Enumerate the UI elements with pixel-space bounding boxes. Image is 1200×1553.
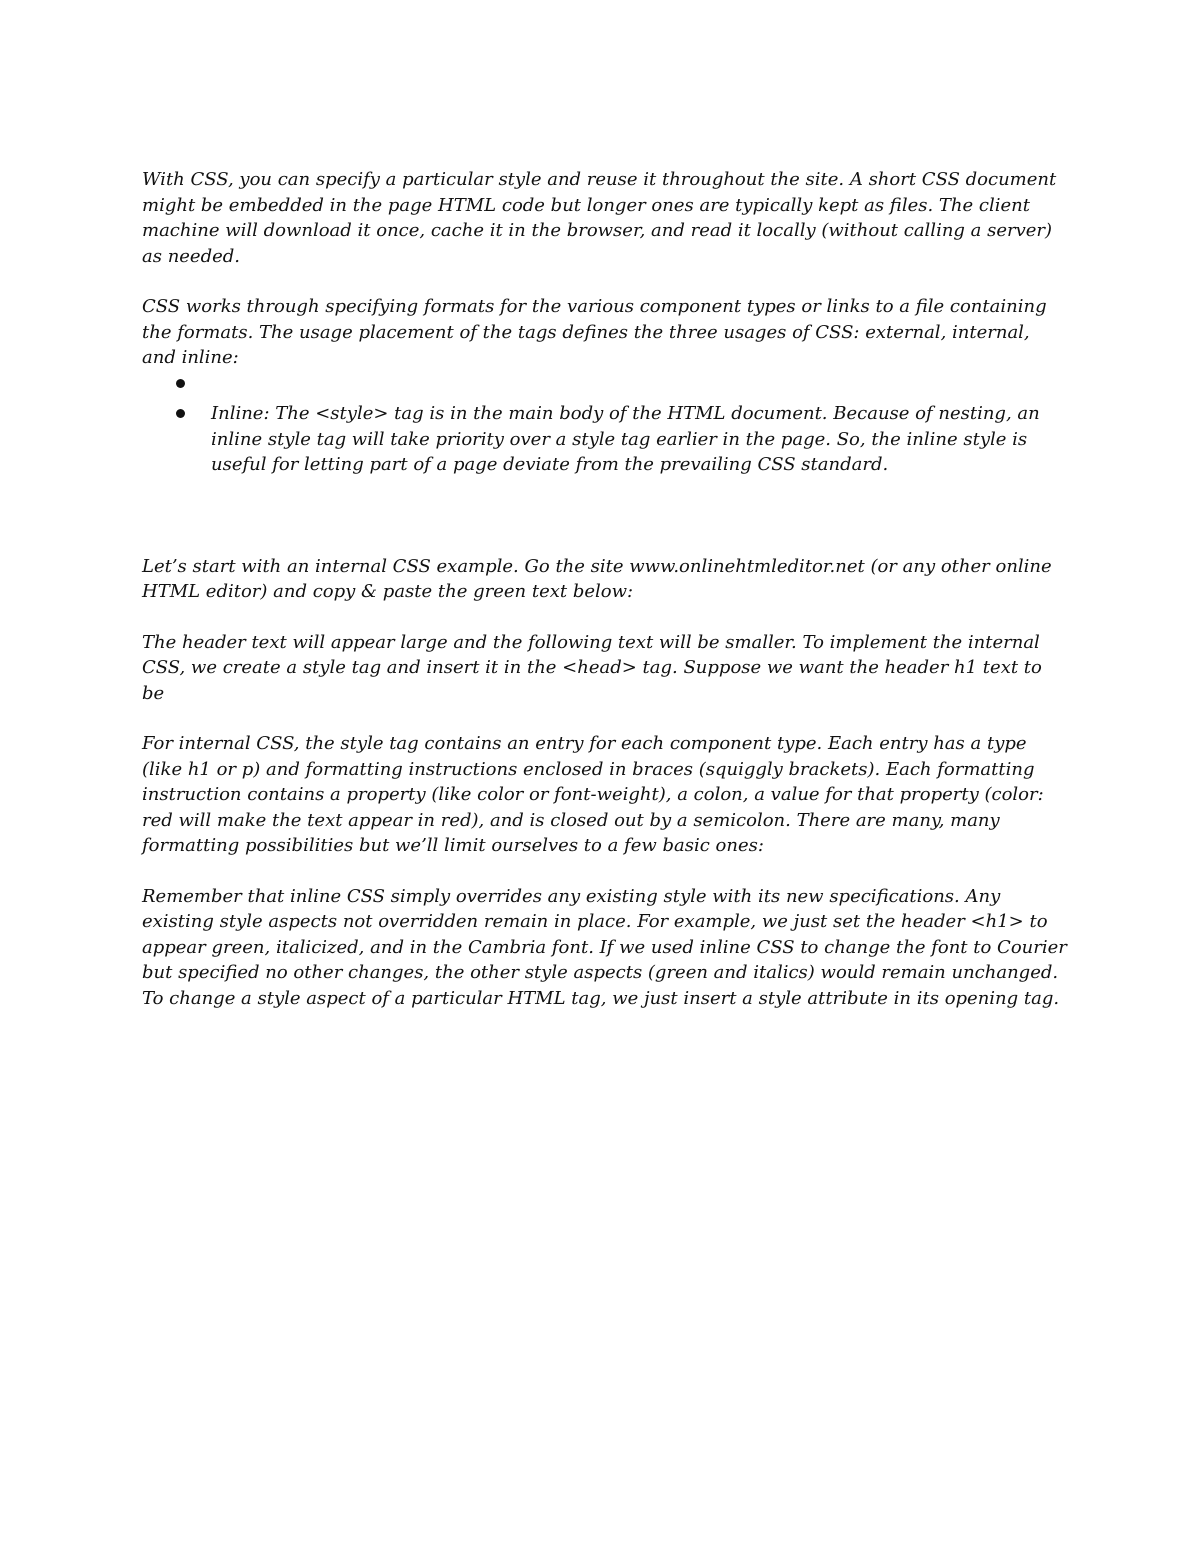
document-body xyxy=(142,167,1067,1036)
paragraph-style-entries: For internal CSS, the style tag contains an entry for each component type. Each entry has a type (like h1 or p) and formatting instructions enclosed in braces (squiggly brackets). Each formatting instruction contains a property (like color or font-weight), a colon, a value for that property (color: red will make the text appear in red), and is closed out by a semicolon. There are many, many formatting possibilities but we’ll limit ourselves to a few basic ones: xyxy=(142,733,1044,856)
paragraph-css-usages: CSS works through specifying formats for the various component types or links to a file containing the formats. The usage placement of the tags defines the three usages of CSS: external, internal, and inline: xyxy=(142,296,1047,368)
bullet-item-inline: Inline: The <style> tag is in the main body of the HTML document. Because of nesting, an inline style tag will take priority over a style tag earlier in the page. So, the inline style is useful for letting part of a page deviate from the prevailing CSS standard. xyxy=(142,401,1067,478)
bullet-item-empty xyxy=(142,371,1067,397)
paragraph-internal-example: Let’s start with an internal CSS example. Go the site www.onlinehtmleditor.net (or any other online HTML editor) and copy & paste the green text below: xyxy=(142,555,1052,602)
spacer xyxy=(142,503,1067,554)
paragraph-header-text: The header text will appear large and the following text will be smaller. To implement the internal CSS, we create a style tag and insert it in the <head> tag. Suppose we want the header h1 text to be xyxy=(142,631,1042,704)
paragraph-css-reuse: With CSS, you can specify a particular style and reuse it throughout the site. A short CSS document might be embedded in the page HTML code but longer ones are typically kept as files. The client machine will download it once, cache it in the browser, and read it locally (without calling a server) as needed. xyxy=(142,169,1057,267)
usage-bullet-list xyxy=(142,371,1067,478)
paragraph-inline-override: Remember that inline CSS simply overrides any existing style with its new specifications. Any existing style aspects not overridden remain in place. For example, we just set the header <h1> to appear green, italicized, and in the Cambria font. If we used inline CSS to change the font to Courier but specified no other changes, the other style aspects (green and italics) would remain unchanged. To change a style aspect of a particular HTML tag, we just insert a style attribute in its opening tag. xyxy=(142,885,1067,1009)
